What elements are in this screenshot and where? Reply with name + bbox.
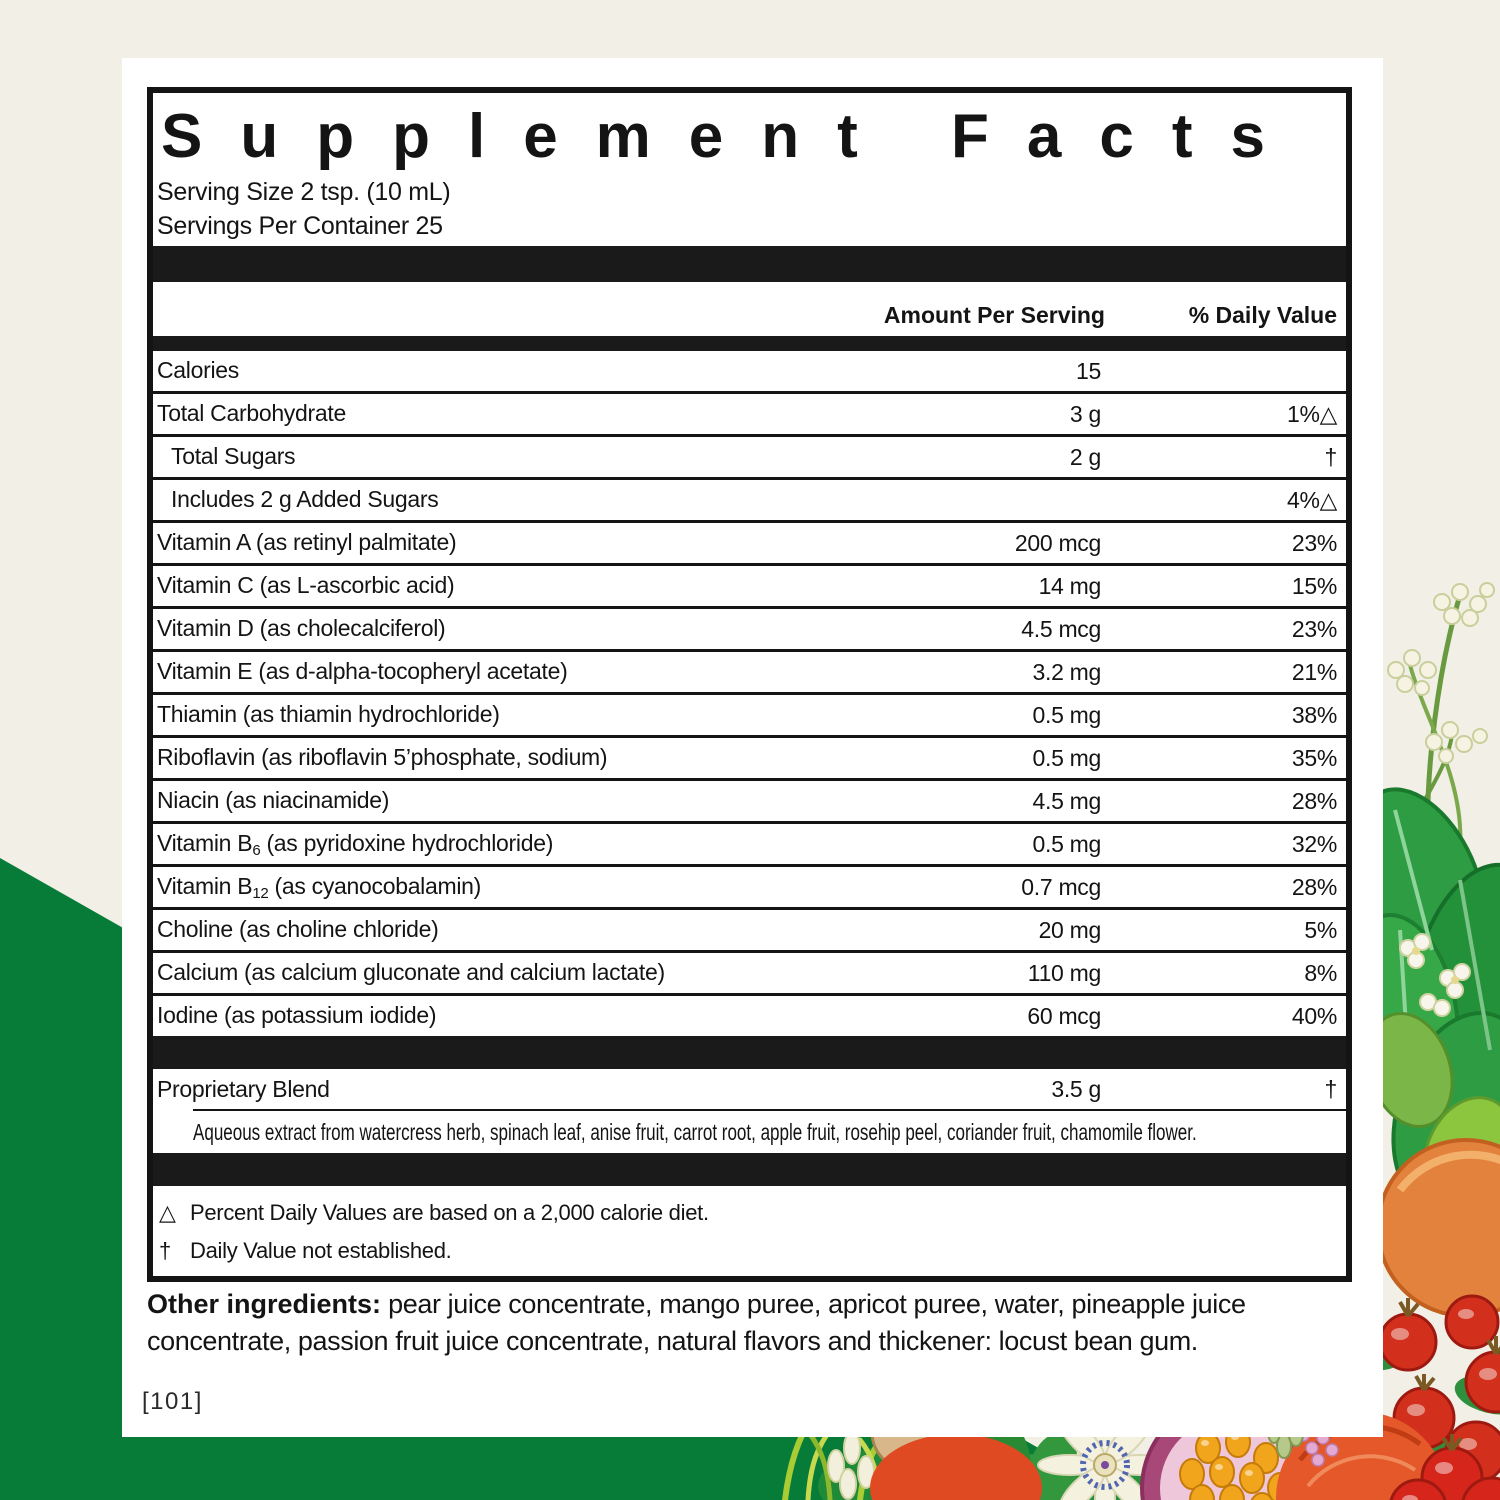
amount-value: 3.2 mg [1032,658,1101,685]
nutrient-table [153,351,1346,1036]
daily-value: 35% [1291,744,1337,771]
amount-value: 110 mg [1027,959,1101,986]
footnote-daily-values: △ Percent Daily Values are based on a 2,000 calorie diet. [153,1194,1346,1232]
amount-value: 4.5 mg [1032,787,1101,814]
daily-value: 15% [1291,572,1337,599]
amount-value: 3.5 g [1051,1075,1101,1102]
daily-value: 4%△ [1286,486,1337,513]
table-row-total-sugars: Total Sugars 2 g † [153,434,1346,477]
table-row-added-sugars: Includes 2 g Added Sugars 4%△ [153,477,1346,520]
amount-value: 60 mcg [1027,1002,1101,1029]
amount-value: 200 mcg [1014,529,1101,556]
daily-value: 40% [1291,1002,1337,1029]
table-row-calories: Calories 15 [157,356,1101,384]
amount-value: 0.5 mg [1032,744,1101,771]
daily-value: 28% [1291,787,1337,814]
blend-description: Aqueous extract from watercress herb, spinach leaf, anise fruit, carrot root, apple fruit, rosehip peel, coriander fruit, chamomile flower. [193,1119,1197,1145]
separator-bar-thick-2 [153,1036,1346,1069]
triangle-symbol: △ [159,1200,176,1225]
supplement-facts-box [147,87,1352,1282]
separator-bar-thick-3 [153,1153,1346,1186]
daily-value: 38% [1291,701,1337,728]
serving-size-line: Serving Size 2 tsp. (10 mL) [157,178,451,206]
table-row-vitamin-a: Vitamin A (as retinyl palmitate) 200 mcg 23% [153,520,1346,563]
percent-daily-value-header: % Daily Value [1188,302,1337,328]
daily-value: † [1324,1075,1337,1102]
table-row-riboflavin: Riboflavin (as riboflavin 5’phosphate, sodium) 0.5 mg 35% [153,735,1346,778]
footnote-dv-not-established: † Daily Value not established. [153,1232,1346,1270]
separator-bar-thin [153,336,1346,351]
table-row-vitamin-b6: Vitamin B6 (as pyridoxine hydrochloride) 0.5 mg 32% [153,821,1346,864]
table-row-calcium: Calcium (as calcium gluconate and calcium lactate) 110 mg 8% [153,950,1346,993]
daily-value: 23% [1291,529,1337,556]
amount-per-serving-header: Amount Per Serving [883,302,1105,328]
supplement-label-card [122,58,1383,1437]
dagger-symbol: † [159,1238,172,1263]
amount-value: 20 mg [1038,916,1101,943]
table-row-niacin: Niacin (as niacinamide) 4.5 mg 28% [153,778,1346,821]
daily-value: 32% [1291,830,1337,857]
daily-value: 23% [1291,615,1337,642]
daily-value: † [1324,443,1337,470]
table-row-total-carbohydrate: Total Carbohydrate 3 g 1%△ [153,391,1346,434]
table-row-choline: Choline (as choline chloride) 20 mg 5% [153,907,1346,950]
amount-value: 14 mg [1038,572,1101,599]
table-row-vitamin-e: Vitamin E (as d-alpha-tocopheryl acetate) 3.2 mg 21% [153,649,1346,692]
facts-title: Supplement Facts [161,102,1303,171]
table-row-vitamin-c: Vitamin C (as L-ascorbic acid) 14 mg 15% [153,563,1346,606]
column-header-row [153,282,1346,336]
daily-value: 21% [1291,658,1337,685]
daily-value: 28% [1291,873,1337,900]
other-ingredients-label: Other ingredients: [147,1289,382,1319]
amount-value: 0.7 mcg [1021,873,1101,900]
other-ingredients: Other ingredients: pear juice concentrate, mango puree, apricot puree, water, pineapple juice concentrate, passion fruit juice concentrate, natural flavors and thickener: locust bean gum. [147,1289,1246,1356]
daily-value: 8% [1304,959,1337,986]
amount-value: 2 g [1069,443,1101,470]
daily-value: 5% [1304,916,1337,943]
amount-value: 0.5 mg [1032,701,1101,728]
footnotes [153,1186,1346,1276]
amount-value: 0.5 mg [1032,830,1101,857]
table-row-iodine: Iodine (as potassium iodide) 60 mcg 40% [153,993,1346,1036]
table-row-thiamin: Thiamin (as thiamin hydrochloride) 0.5 mg 38% [153,692,1346,735]
amount-value: 3 g [1069,400,1101,427]
daily-value: 1%△ [1286,400,1337,427]
amount-value: 15 [1076,357,1101,384]
table-row-vitamin-b12: Vitamin B12 (as cyanocobalamin) 0.7 mcg 28% [153,864,1346,907]
table-row-proprietary-blend: Proprietary Blend 3.5 g † [153,1069,1346,1109]
product-code: [101] [142,1388,203,1415]
servings-per-container-line: Servings Per Container 25 [157,212,443,240]
separator-bar-thick-1 [153,246,1346,282]
table-row-vitamin-d: Vitamin D (as cholecalciferol) 4.5 mcg 23% [153,606,1346,649]
amount-value: 4.5 mcg [1021,615,1101,642]
